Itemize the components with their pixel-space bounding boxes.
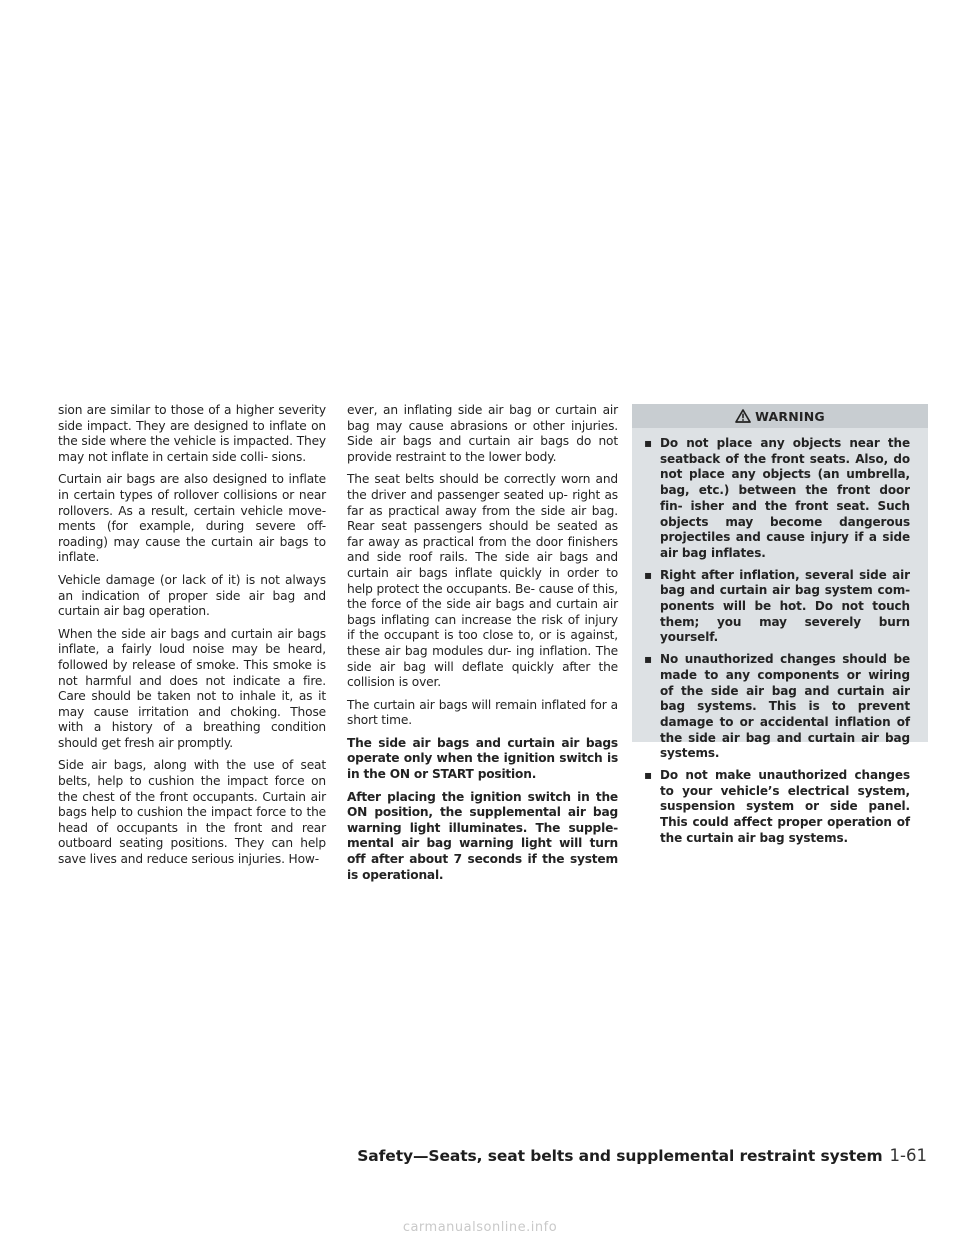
paragraph: Vehicle damage (or lack of it) is not always an indication of proper side air bag and curtain air bag operation. xyxy=(58,572,326,619)
text-column-1 xyxy=(58,403,326,875)
warning-item xyxy=(642,652,910,762)
warning-item-text: Do not make unauthorized changes to your vehicle’s electrical system, suspension system or side panel. This could affect proper operation of the curtain air bag systems. xyxy=(660,768,910,845)
warning-item xyxy=(642,568,910,647)
warning-list xyxy=(632,428,928,847)
warning-title: WARNING xyxy=(755,408,825,424)
bullet: ▪ xyxy=(644,652,653,667)
paragraph: Curtain air bags are also designed to inflate in certain types of rollover collisions or near rollovers. As a result, certain vehicle move- ments (for example, during severe off- roading) may cause the curtain air bags to inflate. xyxy=(58,472,326,565)
watermark: carmanualsonline.info xyxy=(402,1220,558,1235)
warning-item-text: No unauthorized changes should be made to any components or wiring of the side air bag and curtain air bag systems. This is to prevent damage to or accidental inflation of the side air bag and curtain air bag systems. xyxy=(660,652,910,761)
warning-header xyxy=(632,404,928,428)
warning-item xyxy=(642,436,910,562)
paragraph: The curtain air bags will remain inflated for a short time. xyxy=(347,697,618,728)
warning-box xyxy=(632,404,928,845)
warning-triangle-icon xyxy=(735,409,751,423)
page-footer xyxy=(357,1146,927,1165)
bullet: ▪ xyxy=(644,436,653,450)
paragraph: Side air bags, along with the use of seat belts, help to cushion the impact force on the chest of the front occupants. Curtain air bags help to cushion the impact force to the head of occupants in the front and rear outboard seating positions. They can help save lives and reduce serious injuries. How- xyxy=(58,758,326,867)
bullet: ▪ xyxy=(644,567,653,582)
paragraph: sion are similar to those of a higher severity side impact. They are designed to inflate on the side where the vehicle is impacted. They may not inflate in certain side colli- sions. xyxy=(58,403,326,464)
bullet: ▪ xyxy=(644,768,653,783)
section-title: Safety—Seats, seat belts and supplemental restraint system xyxy=(357,1147,883,1165)
warning-item-text: Right after inflation, several side air bag and curtain air bag system com- ponents will be hot. Do not touch them; you may severely burn yourself. xyxy=(660,567,910,645)
warning-item xyxy=(642,768,910,847)
paragraph: ever, an inflating side air bag or curtain air bag may cause abrasions or other injuries. Side air bags and curtain air bags do not provide restraint to the lower body. xyxy=(347,403,618,464)
paragraph: The seat belts should be correctly worn and the driver and passenger seated up- right as far as practical away from the side air bag. Rear seat passengers should be seated as far away as practical from the door finishers and side roof rails. The side air bags and curtain air bags inflate quickly in order to help protect the occupants. Be- cause of this, the force of the side air bags and curtain air bags inflating can increase the risk of injury if the occupant is too close to, or is against, these air bag modules dur- ing inflation. The side air bag will deflate quickly after the collision is over. xyxy=(347,472,618,690)
warning-item-text: Do not place any objects near the seatback of the front seats. Also, do not place any objects (an umbrella, bag, etc.) between the front door fin- isher and the front seat. Such objects may become dangerous projectiles and cause injury if a side air bag inflates. xyxy=(660,436,910,560)
bold-paragraph: After placing the ignition switch in the ON position, the supplemental air bag warning light illuminates. The supple- mental air bag warning light will turn off after about 7 seconds if the system is operational. xyxy=(347,789,618,882)
page-number: 1-61 xyxy=(889,1146,927,1165)
bold-paragraph: The side air bags and curtain air bags operate only when the ignition switch is in the ON or START position. xyxy=(347,735,618,782)
paragraph: When the side air bags and curtain air bags inflate, a fairly loud noise may be heard, followed by release of smoke. This smoke is not harmful and does not indicate a fire. Care should be taken not to inhale it, as it may cause irritation and choking. Those with a history of a breathing condition should get fresh air promptly. xyxy=(58,626,326,750)
text-column-2 xyxy=(347,403,618,890)
